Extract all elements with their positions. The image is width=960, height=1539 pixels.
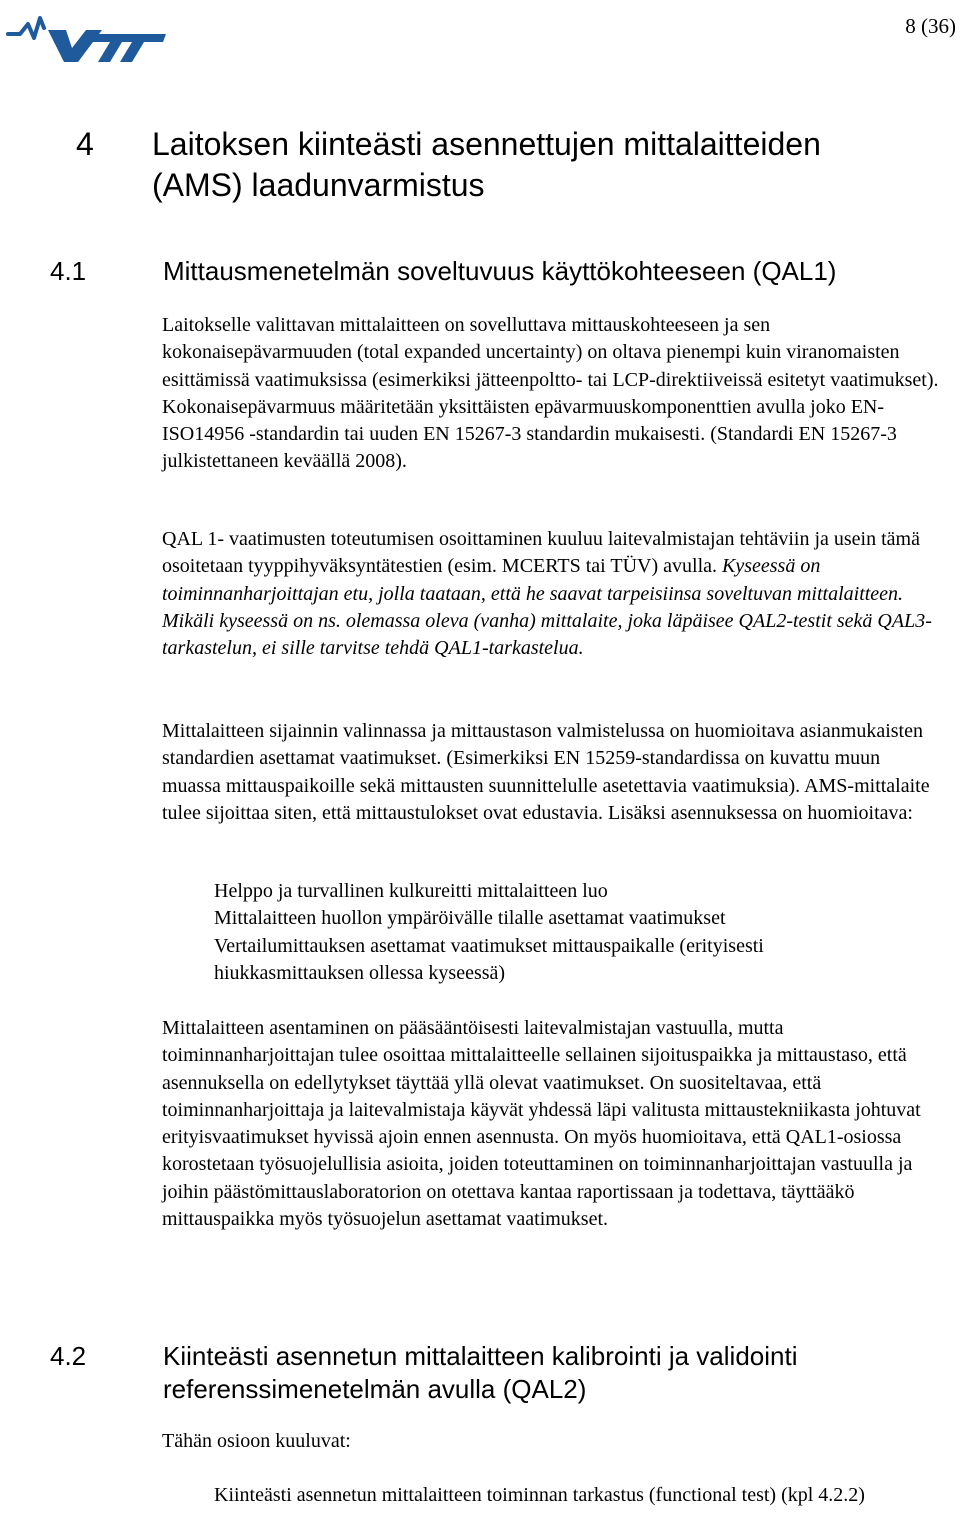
paragraph-2 — [162, 526, 942, 662]
section-number: 4.2 — [50, 1341, 87, 1371]
section-number: 4.1 — [50, 256, 87, 286]
paragraph-1: Laitokselle valittavan mittalaitteen on sovelluttava mittauskohteeseen ja sen kokonaisepävarmuuden (total expanded uncertainty) on oltava pienempi kuin viranomaisten esittämissä vaatimuksissa (esimerkiksi jätteenpoltto- tai LCP-direktiiveissä esitetyt vaatimukset). Kokonaisepävarmuus määritetään yksittäisten epävarmuuskomponenttien avulla joko EN-ISO14956 -standardin tai uuden EN 15267-3 standardin mukaisesti. (Standardi EN 15267-3 julkistettaneen keväällä 2008). — [162, 314, 939, 473]
section-title: Mittausmenetelmän soveltuvuus käyttökohteeseen (QAL1) — [163, 256, 837, 286]
section-title: Kiinteästi asennetun mittalaitteen kalibrointi ja validointi referenssimenetelmän avulla (QAL2) — [163, 1341, 798, 1404]
page-number: 8 (36) — [905, 14, 956, 38]
list-item: Kiinteästi asennetun mittalaitteen toiminnan tarkastus (functional test) (kpl 4.2.2) — [214, 1484, 865, 1506]
qal2-list — [214, 1482, 914, 1509]
paragraph-2-italic: Kyseessä on toiminnanharjoittajan etu, jolla taataan, että he saavat tarpeisiinsa soveltuvan mittalaitteen. Mikäli kyseessä on ns. olemassa oleva (vanha) mittalaite, joka läpäisee QAL2-testit sekä QAL3-tarkastelun, ei sille tarvitse tehdä QAL1-tarkastelua. — [162, 555, 932, 660]
list-item: Mittalaitteen huollon ympäröivälle tilalle asettamat vaatimukset — [214, 907, 726, 930]
paragraph-5: Tähän osioon kuuluvat: — [162, 1430, 351, 1452]
section-number: 4 — [76, 126, 94, 162]
paragraph-4: Mittalaitteen asentaminen on pääsääntöisesti laitevalmistajan vastuulla, mutta toiminnanharjoittajan tulee osoittaa mittalaitteelle sellainen sijoituspaikka ja mittaustaso, että asennuksella on edellytykset täyttää yllä olevat vaatimukset. On suositeltavaa, että toiminnanharjoittaja ja laitevalmistaja käyvät yhdessä läpi valitusta mittaustekniikasta johtuvat erityisvaatimukset hyvissä ajoin ennen asennusta. On myös huomioitava, että QAL1-osiossa korostetaan työsuojelullisia asioita, joiden toteuttaminen on toiminnanharjoittajan vastuulla ja joihin päästömittauslaboratorion on otettava kantaa raportissaan ja todettava, täyttääkö mittauspaikka myös työsuojelun asettamat vaatimukset. — [162, 1017, 921, 1231]
vtt-logo — [6, 4, 166, 66]
paragraph-2-text: QAL 1- vaatimusten toteutumisen osoittaminen kuuluu laitevalmistajan tehtäviin ja usein tämä osoitetaan tyyppihyväksyntätestien (esim. MCERTS tai TÜV) avulla. — [162, 528, 920, 578]
section-title: Laitoksen kiinteästi asennettujen mittalaitteiden (AMS) laadunvarmistus — [152, 126, 821, 203]
paragraph-3: Mittalaitteen sijainnin valinnassa ja mittaustason valmistelussa on huomioitava asianmukaisten standardien asettamat vaatimukset. (Esimerkiksi EN 15259-standardissa on kuvattu muun muassa mittauspaikoille sekä mittausten suunnittelulle asetettavia vaatimuksia). AMS-mittalaite tulee sijoittaa siten, että mittaustulokset ovat edustavia. Lisäksi asennuksessa on huomioitava: — [162, 720, 930, 824]
list-item: Helppo ja turvallinen kulkureitti mittalaitteen luo — [214, 880, 608, 902]
requirements-list — [214, 878, 914, 987]
list-item: Vertailumittauksen asettamat vaatimukset mittauspaikalle (erityisesti hiukkasmittauksen ollessa kyseessä) — [214, 934, 764, 984]
